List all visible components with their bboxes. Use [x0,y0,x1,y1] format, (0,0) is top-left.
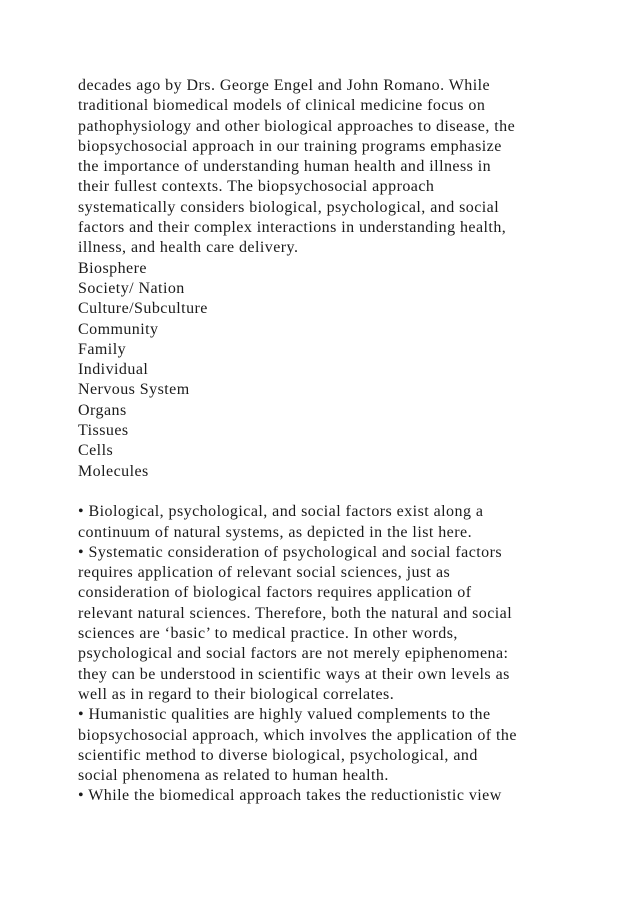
bullet-item [78,705,578,786]
intro-paragraph [78,76,578,259]
text-line: illness, and health care delivery. [78,239,299,257]
list-item: Culture/Subculture [78,300,208,318]
list-item: Individual [78,361,149,379]
bullet-item [78,543,578,705]
text-line: biopsychosocial approach in our training programs emphasize [78,137,502,155]
text-line: psychological and social factors are not merely epiphenomena: [78,645,509,663]
list-item: Community [78,320,159,338]
list-item: Tissues [78,422,129,440]
list-item: Biosphere [78,259,147,277]
text-line: sciences are ‘basic’ to medical practice. In other words, [78,625,458,643]
text-line: systematically considers biological, psychological, and social [78,198,500,216]
text-line: they can be understood in scientific ways at their own levels as [78,665,510,683]
systems-list [78,259,578,482]
list-item: Organs [78,401,127,419]
text-line: • While the biomedical approach takes the reductionistic view [78,787,502,805]
text-line: well as in regard to their biological correlates. [78,685,395,703]
bullet-item [78,786,578,806]
text-line: social phenomena as related to human health. [78,767,389,785]
text-line: scientific method to diverse biological, psychological, and [78,746,478,764]
text-line: traditional biomedical models of clinical medicine focus on [78,97,486,115]
text-line: requires application of relevant social sciences, just as [78,564,451,582]
text-line: the importance of understanding human health and illness in [78,158,492,176]
page-content [78,76,578,807]
blank-line [78,482,578,502]
text-line: • Systematic consideration of psychological and social factors [78,543,503,561]
bullet-item [78,502,578,543]
text-line: relevant natural sciences. Therefore, both the natural and social [78,604,513,622]
text-line: • Biological, psychological, and social factors exist along a [78,503,484,521]
list-item: Family [78,340,127,358]
text-line: • Humanistic qualities are highly valued complements to the [78,706,491,724]
list-item: Nervous System [78,381,190,399]
list-item: Molecules [78,462,149,480]
text-line: consideration of biological factors requires application of [78,584,472,602]
text-line: pathophysiology and other biological approaches to disease, the [78,117,516,135]
text-line: biopsychosocial approach, which involves the application of the [78,726,517,744]
list-item: Cells [78,442,114,460]
text-line: decades ago by Drs. George Engel and John Romano. While [78,77,491,94]
text-line: continuum of natural systems, as depicted in the list here. [78,523,473,541]
list-item: Society/ Nation [78,279,185,297]
text-line: factors and their complex interactions in understanding health, [78,219,507,237]
text-line: their fullest contexts. The biopsychosocial approach [78,178,435,196]
